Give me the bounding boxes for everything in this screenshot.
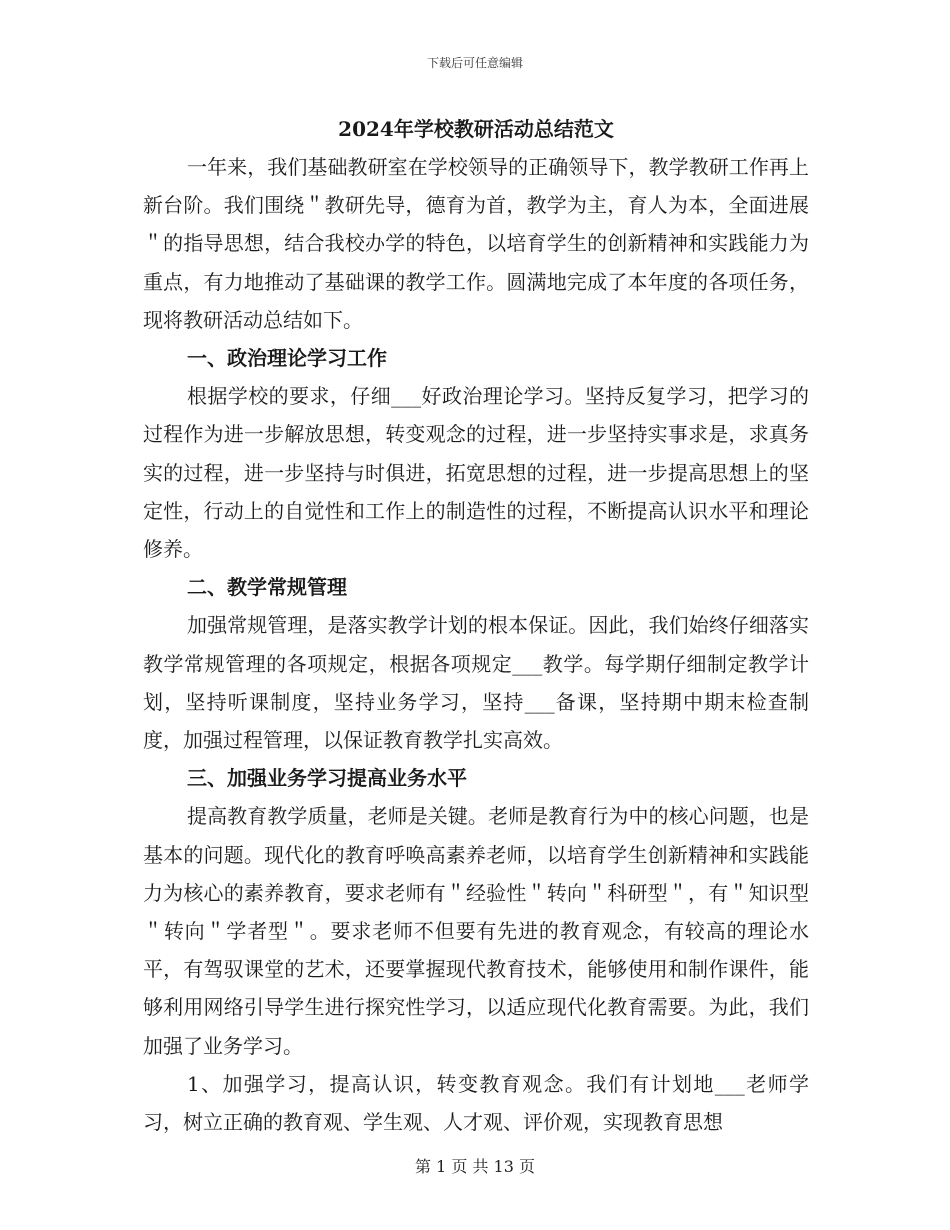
section-heading-2: 二、教学常规管理 [187,575,347,600]
header-note: 下载后可任意编辑 [426,56,523,70]
section-paragraph-1: 根据学校的要求，仔细___好政治理论学习。坚持反复学习，把学习的过程作为进一步解放思想，转变观念的过程，进一步坚持实事求是，求真务实的过程，进一步坚持与时俱进，拓宽思想的过程，进一步提高思想上的坚定性，行动上的自觉性和工作上的制造性的过程，不断提高认识水平和理论修养。 [143,384,809,562]
section-paragraph-4: 1、加强学习，提高认识，转变教育观念。我们有计划地___老师学习，树立正确的教育观、学生观、人才观、评价观，实现教育思想 [143,1071,809,1135]
intro-paragraph: 一年来，我们基础教研室在学校领导的正确领导下，教学教研工作再上新台阶。我们围绕＂教研先导，德育为首，教学为主，育人为本，全面进展＂的指导思想，结合我校办学的特色，以培育学生的创新精神和实践能力为重点，有力地推动了基础课的教学工作。圆满地完成了本年度的各项任务，现将教研活动总结如下。 [143,155,809,332]
section-heading-3: 三、加强业务学习提高业务水平 [187,766,467,791]
document-title: 2024年学校教研活动总结范文 [338,117,614,141]
page-footer: 第 1 页 共 13 页 [415,1157,535,1176]
section-paragraph-3: 提高教育教学质量，老师是关键。老师是教育行为中的核心问题，也是基本的问题。现代化的教育呼唤高素养老师，以培育学生创新精神和实践能力为核心的素养教育，要求老师有＂经验性＂转向＂科研型＂，有＂知识型＂转向＂学者型＂。要求老师不但要有先进的教育观念，有较高的理论水平，有驾驭课堂的艺术，还要掌握现代教育技术，能够使用和制作课件，能够利用网络引导学生进行探究性学习，以适应现代化教育需要。为此，我们加强了业务学习。 [143,804,809,1058]
section-paragraph-2: 加强常规管理，是落实教学计划的根本保证。因此，我们始终仔细落实教学常规管理的各项规定，根据各项规定___教学。每学期仔细制定教学计划，坚持听课制度，坚持业务学习，坚持___备课，坚持期中期末检查制度，加强过程管理，以保证教育教学扎实高效。 [143,613,809,753]
document-body [143,112,809,1141]
section-heading-1: 一、政治理论学习工作 [187,346,387,371]
